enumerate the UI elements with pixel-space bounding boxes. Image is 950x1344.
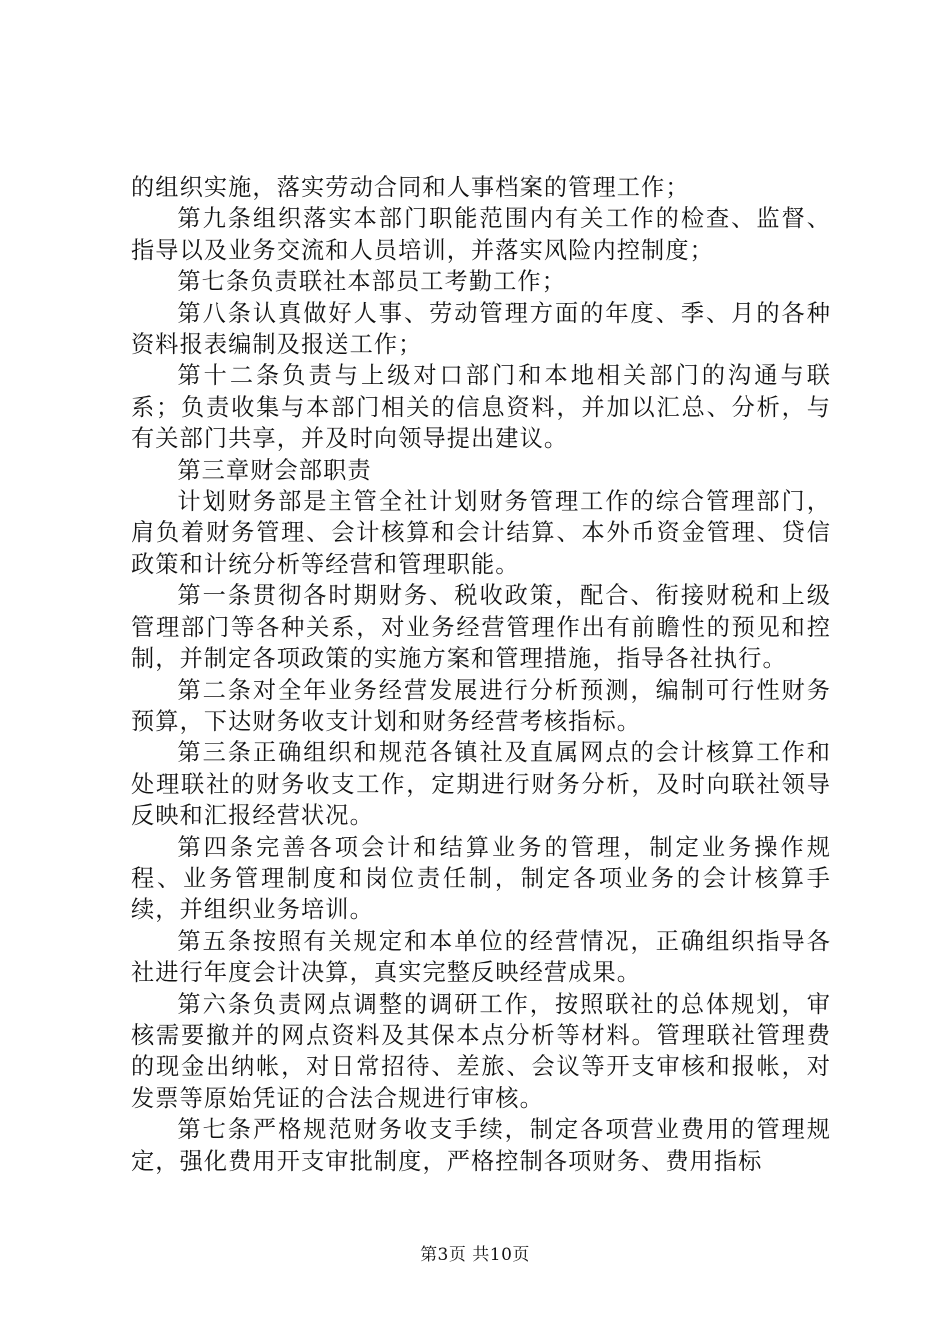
paragraph-article-5: 第五条按照有关规定和本单位的经营情况，正确组织指导各社进行年度会计决算，真实完整反映经营成果。 [131, 927, 831, 987]
paragraph-article-12: 第十二条负责与上级对口部门和本地相关部门的沟通与联系；负责收集与本部门相关的信息资料，并加以汇总、分析，与有关部门共享，并及时向领导提出建议。 [131, 362, 831, 453]
paragraph-1: 的组织实施，落实劳动合同和人事档案的管理工作； [131, 174, 690, 201]
paragraph-article-8: 第八条认真做好人事、劳动管理方面的年度、季、月的各种资料报表编制及报送工作； [131, 299, 831, 359]
chapter-heading: 第三章财会部职责 [177, 456, 372, 484]
paragraph-finance-intro: 计划财务部是主管全社计划财务管理工作的综合管理部门，肩负着财务管理、会计核算和会计结算、本外币资金管理、贷信政策和计统分析等经营和管理职能。 [131, 488, 831, 578]
paragraph-article-7-attendance: 第七条负责联社本部员工考勤工作； [177, 268, 566, 296]
paragraph-article-9: 第九条组织落实本部门职能范围内有关工作的检查、监督、指导以及业务交流和人员培训，并落实风险内控制度； [131, 205, 831, 264]
paragraph-article-6: 第六条负责网点调整的调研工作，按照联社的总体规划，审核需要撤并的网点资料及其保本点分析等材料。管理联社管理费的现金出纳帐，对日常招待、差旅、会议等开支审核和报帐，对发票等原始凭证的合法合规进行审核。 [131, 990, 831, 1112]
page-footer [0, 1244, 950, 1266]
paragraph-article-7-finance: 第七条严格规范财务收支手续，制定各项营业费用的管理规定，强化费用开支审批制度，严格控制各项财务、费用指标 [131, 1116, 831, 1175]
paragraph-article-2: 第二条对全年业务经营发展进行分析预测，编制可行性财务预算，下达财务收支计划和财务经营考核指标。 [131, 676, 831, 735]
document-body [131, 172, 831, 1177]
page-number-label: 第3页 共10页 [420, 1245, 530, 1265]
paragraph-article-1: 第一条贯彻各时期财务、税收政策，配合、衔接财税和上级管理部门等各种关系，对业务经营管理作出有前瞻性的预见和控制，并制定各项政策的实施方案和管理措施，指导各社执行。 [131, 582, 831, 673]
paragraph-article-3: 第三条正确组织和规范各镇社及直属网点的会计核算工作和处理联社的财务收支工作，定期进行财务分析，及时向联社领导反映和汇报经营状况。 [131, 739, 831, 830]
paragraph-article-4: 第四条完善各项会计和结算业务的管理，制定业务操作规程、业务管理制度和岗位责任制，制定各项业务的会计核算手续，并组织业务培训。 [131, 833, 831, 924]
